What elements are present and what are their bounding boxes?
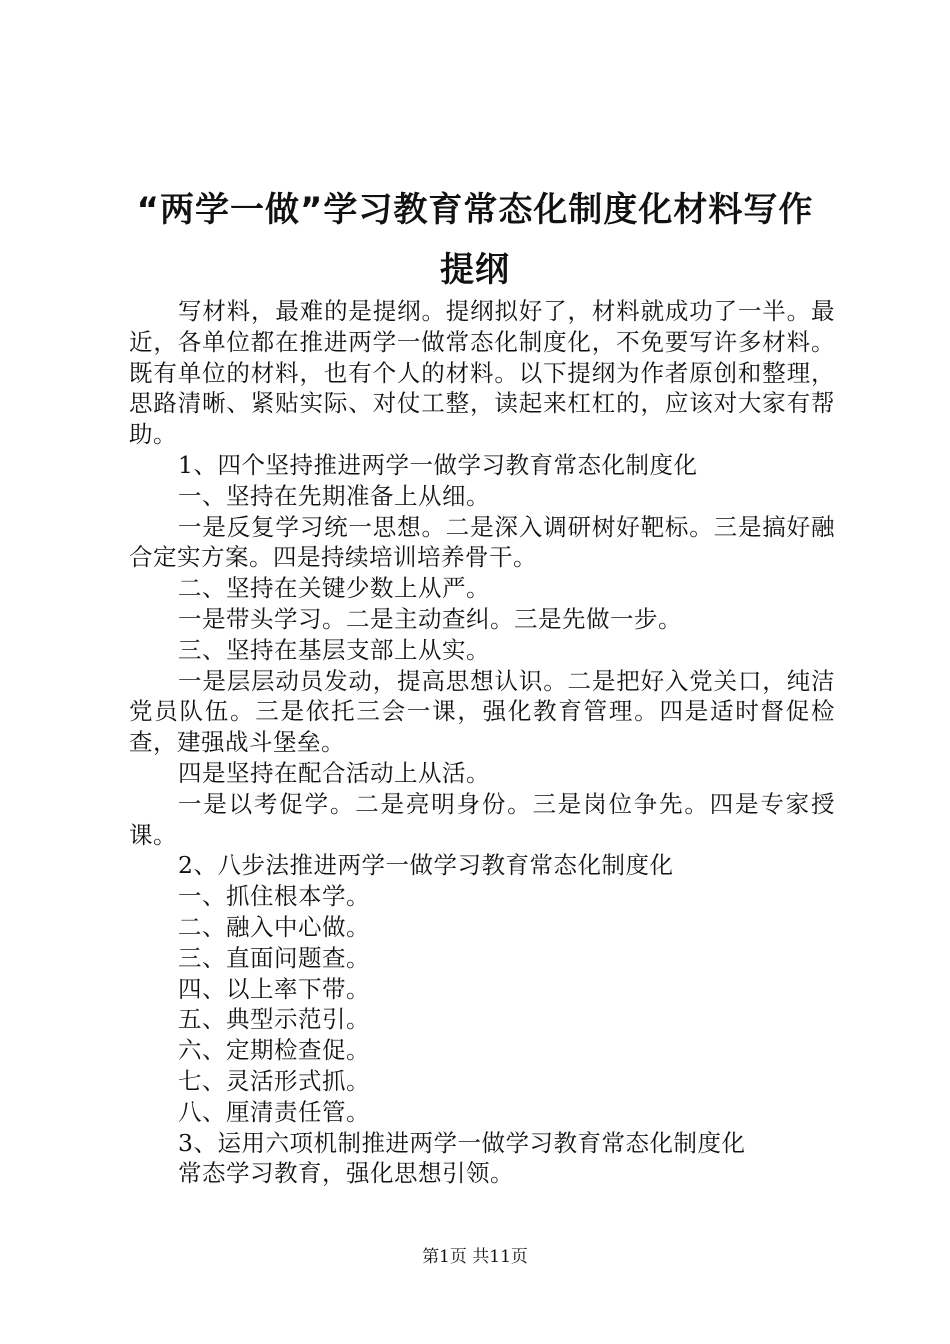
- sub-heading: 四是坚持在配合活动上从活。: [178, 758, 490, 787]
- page-footer: 第1页 共11页: [422, 1247, 528, 1267]
- intro-paragraph: 写材料，最难的是提纲。提纲拟好了，材料就成功了一半。最近，各单位都在推进两学一做常态化制度化，不免要写许多材料。既有单位的材料，也有个人的材料。以下提纲为作者原创和整理，思路清晰、紧贴实际、对仗工整，读起来杠杠的，应该对大家有帮助。: [129, 297, 835, 449]
- list-item: 三、直面问题查。: [178, 943, 370, 972]
- list-item: 四、以上率下带。: [178, 974, 370, 1003]
- section-heading-2: 2、八步法推进两学一做学习教育常态化制度化: [178, 851, 674, 880]
- sub-heading: 三、坚持在基层支部上从实。: [178, 635, 490, 664]
- paragraph: 常态学习教育，强化思想引领。: [178, 1159, 514, 1188]
- list-item: 二、融入中心做。: [178, 912, 370, 941]
- section-heading-1: 1、四个坚持推进两学一做学习教育常态化制度化: [178, 450, 698, 479]
- paragraph: 一是带头学习。二是主动查纠。三是先做一步。: [178, 604, 682, 633]
- document-title-line-2: 提纲: [440, 250, 510, 290]
- document-body: [129, 296, 835, 1189]
- paragraph: 一是层层动员发动，提高思想认识。二是把好入党关口，纯洁党员队伍。三是依托三会一课，强化教育管理。四是适时督促检查，建强战斗堡垒。: [129, 666, 835, 757]
- list-item: 八、厘清责任管。: [178, 1097, 370, 1126]
- sub-heading: 二、坚持在关键少数上从严。: [178, 574, 490, 603]
- list-item: 五、典型示范引。: [178, 1005, 370, 1034]
- list-item: 一、抓住根本学。: [178, 882, 370, 911]
- document-title-line-1: “两学一做”学习教育常态化制度化材料写作: [136, 190, 814, 230]
- paragraph: 一是反复学习统一思想。二是深入调研树好靶标。三是搞好融合定实方案。四是持续培训培养骨干。: [129, 512, 835, 572]
- paragraph: 一是以考促学。二是亮明身份。三是岗位争先。四是专家授课。: [129, 789, 835, 849]
- list-item: 七、灵活形式抓。: [178, 1066, 370, 1095]
- section-heading-3: 3、运用六项机制推进两学一做学习教育常态化制度化: [178, 1128, 746, 1157]
- list-item: 六、定期检查促。: [178, 1036, 370, 1065]
- sub-heading: 一、坚持在先期准备上从细。: [178, 481, 490, 510]
